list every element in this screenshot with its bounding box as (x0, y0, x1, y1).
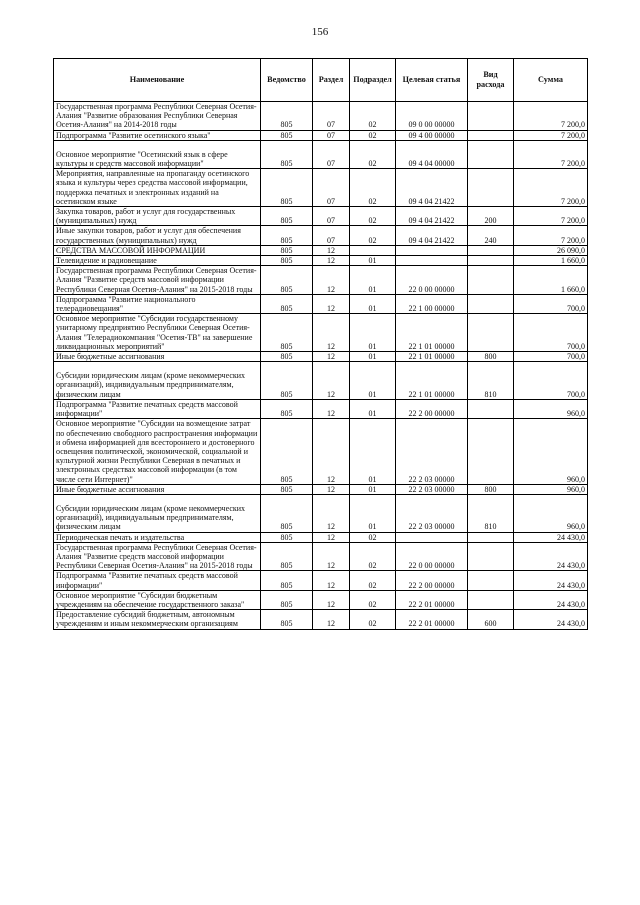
cell-department: 805 (261, 207, 313, 226)
cell-subsection: 01 (350, 266, 396, 295)
cell-name: Основное мероприятие "Осетинский язык в сфере культуры и средств массовой информации" (54, 140, 261, 168)
cell-department: 805 (261, 590, 313, 609)
cell-target-item: 22 2 00 00000 (396, 571, 468, 590)
cell-expense-type (468, 571, 514, 590)
cell-target-item: 22 1 00 00000 (396, 294, 468, 313)
cell-subsection: 02 (350, 590, 396, 609)
cell-name: Периодическая печать и издательства (54, 532, 261, 542)
cell-sum: 700,0 (514, 352, 588, 362)
cell-section: 12 (313, 314, 350, 352)
cell-name: Закупка товаров, работ и услуг для государственных (муниципальных) нужд (54, 207, 261, 226)
cell-subsection: 01 (350, 494, 396, 532)
table-row (54, 314, 588, 352)
table-row (54, 610, 588, 629)
cell-section: 07 (313, 226, 350, 245)
cell-sum: 24 430,0 (514, 542, 588, 571)
cell-department: 805 (261, 352, 313, 362)
table-row (54, 590, 588, 609)
cell-section: 12 (313, 542, 350, 571)
cell-target-item: 22 2 00 00000 (396, 399, 468, 418)
cell-sum: 1 660,0 (514, 256, 588, 266)
cell-target-item: 22 2 01 00000 (396, 590, 468, 609)
budget-table (53, 58, 588, 630)
cell-department: 805 (261, 130, 313, 140)
cell-subsection: 02 (350, 571, 396, 590)
cell-subsection: 01 (350, 362, 396, 400)
cell-section: 12 (313, 294, 350, 313)
cell-target-item: 09 0 00 00000 (396, 102, 468, 131)
cell-section: 12 (313, 419, 350, 484)
cell-name: Основное мероприятие "Субсидии на возмещение затрат по обеспечению свободного распространения информации и обмена информацией для всестороннего и достоверного освещения политической, экономической, социальной и культурной жизни Республики Северная в печатных и электронных средствах массовой информации (в том числе сети Интернет)" (54, 419, 261, 484)
cell-section: 12 (313, 532, 350, 542)
cell-subsection: 02 (350, 532, 396, 542)
column-header-target-item: Целевая статья (396, 59, 468, 102)
cell-target-item: 09 4 00 00000 (396, 130, 468, 140)
cell-section: 12 (313, 590, 350, 609)
table-row (54, 226, 588, 245)
table-row (54, 571, 588, 590)
cell-expense-type (468, 102, 514, 131)
cell-department: 805 (261, 102, 313, 131)
cell-sum: 960,0 (514, 484, 588, 494)
cell-name: Подпрограмма "Развитие осетинского языка" (54, 130, 261, 140)
cell-name: Иные бюджетные ассигнования (54, 352, 261, 362)
cell-expense-type (468, 590, 514, 609)
table-row (54, 256, 588, 266)
cell-name: Подпрограмма "Развитие печатных средств массовой информации" (54, 571, 261, 590)
cell-department: 805 (261, 169, 313, 207)
cell-name: Государственная программа Республики Северная Осетия-Алания "Развитие образования Республики Северная Осетия-Алания" на 2014-2018 годы (54, 102, 261, 131)
cell-expense-type (468, 542, 514, 571)
cell-sum: 960,0 (514, 399, 588, 418)
cell-section: 12 (313, 484, 350, 494)
cell-name: Предоставление субсидий бюджетным, автономным учреждениям и иным некоммерческим организациям (54, 610, 261, 629)
cell-expense-type (468, 294, 514, 313)
cell-subsection: 01 (350, 314, 396, 352)
cell-name: Субсидии юридическим лицам (кроме некоммерческих организаций), индивидуальным предпринимателям, физическим лицам (54, 494, 261, 532)
cell-section: 12 (313, 399, 350, 418)
table-row (54, 207, 588, 226)
cell-section: 12 (313, 266, 350, 295)
cell-section: 07 (313, 140, 350, 168)
cell-sum: 7 200,0 (514, 140, 588, 168)
cell-section: 12 (313, 571, 350, 590)
cell-expense-type (468, 256, 514, 266)
cell-subsection: 02 (350, 207, 396, 226)
cell-expense-type: 600 (468, 610, 514, 629)
cell-subsection: 02 (350, 169, 396, 207)
cell-subsection: 01 (350, 352, 396, 362)
cell-subsection: 01 (350, 256, 396, 266)
cell-expense-type (468, 419, 514, 484)
cell-department: 805 (261, 256, 313, 266)
cell-target-item: 22 0 00 00000 (396, 542, 468, 571)
cell-expense-type (468, 266, 514, 295)
cell-department: 805 (261, 226, 313, 245)
cell-sum: 700,0 (514, 314, 588, 352)
table-row (54, 245, 588, 255)
cell-target-item: 22 2 03 00000 (396, 484, 468, 494)
cell-name: Основное мероприятие "Субсидии государственному унитарному предприятию Республики Северная Осетия-Алания "Телерадиокомпания "Осетия-ТВ" на завершение ликвидационных мероприятий" (54, 314, 261, 352)
cell-subsection: 02 (350, 102, 396, 131)
cell-expense-type: 800 (468, 352, 514, 362)
table-row (54, 494, 588, 532)
table-row (54, 140, 588, 168)
table-row (54, 542, 588, 571)
cell-sum: 7 200,0 (514, 169, 588, 207)
cell-sum: 1 660,0 (514, 266, 588, 295)
cell-expense-type: 810 (468, 494, 514, 532)
cell-expense-type (468, 245, 514, 255)
cell-subsection: 01 (350, 484, 396, 494)
cell-subsection: 02 (350, 140, 396, 168)
cell-name: Подпрограмма "Развитие национального телерадиовещания" (54, 294, 261, 313)
column-header-sum: Сумма (514, 59, 588, 102)
table-row (54, 362, 588, 400)
cell-department: 805 (261, 610, 313, 629)
cell-target-item: 22 2 03 00000 (396, 494, 468, 532)
cell-section: 07 (313, 102, 350, 131)
cell-sum: 7 200,0 (514, 226, 588, 245)
cell-section: 12 (313, 610, 350, 629)
table-row (54, 419, 588, 484)
cell-name: Субсидии юридическим лицам (кроме некоммерческих организаций), индивидуальным предпринимателям, физическим лицам (54, 362, 261, 400)
table-row (54, 352, 588, 362)
cell-target-item (396, 532, 468, 542)
cell-name: Государственная программа Республики Северная Осетия-Алания "Развитие средств массовой информации Республики Северная Осетия-Алания" на 2015-2018 годы (54, 542, 261, 571)
cell-target-item (396, 256, 468, 266)
cell-target-item: 09 4 04 21422 (396, 169, 468, 207)
cell-sum: 960,0 (514, 419, 588, 484)
cell-subsection: 01 (350, 399, 396, 418)
cell-target-item (396, 245, 468, 255)
cell-name: Основное мероприятие "Субсидии бюджетным учреждениям на обеспечение государственного заказа" (54, 590, 261, 609)
cell-department: 805 (261, 419, 313, 484)
cell-department: 805 (261, 494, 313, 532)
cell-sum: 700,0 (514, 362, 588, 400)
cell-department: 805 (261, 399, 313, 418)
cell-name: Подпрограмма "Развитие печатных средств массовой информации" (54, 399, 261, 418)
cell-sum: 7 200,0 (514, 207, 588, 226)
page-number: 156 (311, 26, 329, 38)
cell-department: 805 (261, 362, 313, 400)
cell-sum: 960,0 (514, 494, 588, 532)
cell-expense-type (468, 169, 514, 207)
cell-department: 805 (261, 245, 313, 255)
cell-name: Телевидение и радиовещание (54, 256, 261, 266)
cell-department: 805 (261, 532, 313, 542)
table-row (54, 532, 588, 542)
cell-sum: 24 430,0 (514, 610, 588, 629)
cell-expense-type (468, 399, 514, 418)
cell-section: 07 (313, 130, 350, 140)
cell-name: Мероприятия, направленные на пропаганду осетинского языка и культуры через средства массовой информации, поддержка печатных и электронных изданий на осетинском языке (54, 169, 261, 207)
cell-sum: 26 090,0 (514, 245, 588, 255)
column-header-section: Раздел (313, 59, 350, 102)
cell-target-item: 22 0 00 00000 (396, 266, 468, 295)
cell-expense-type: 800 (468, 484, 514, 494)
cell-department: 805 (261, 571, 313, 590)
cell-section: 07 (313, 207, 350, 226)
cell-section: 07 (313, 169, 350, 207)
cell-target-item: 22 1 01 00000 (396, 362, 468, 400)
table-header-row (54, 59, 588, 102)
cell-sum: 7 200,0 (514, 102, 588, 131)
column-header-subsection: Подраздел (350, 59, 396, 102)
table-row (54, 484, 588, 494)
cell-target-item: 09 4 04 00000 (396, 140, 468, 168)
cell-target-item: 22 1 01 00000 (396, 314, 468, 352)
cell-subsection: 02 (350, 610, 396, 629)
cell-name: Государственная программа Республики Северная Осетия-Алания "Развитие средств массовой информации Республики Северная Осетия-Алания" на 2015-2018 годы (54, 266, 261, 295)
cell-target-item: 22 2 01 00000 (396, 610, 468, 629)
cell-subsection: 01 (350, 419, 396, 484)
cell-section: 12 (313, 256, 350, 266)
cell-subsection: 01 (350, 294, 396, 313)
table-row (54, 266, 588, 295)
cell-department: 805 (261, 314, 313, 352)
cell-expense-type (468, 140, 514, 168)
table-row (54, 169, 588, 207)
table-row (54, 102, 588, 131)
cell-department: 805 (261, 484, 313, 494)
cell-sum: 24 430,0 (514, 590, 588, 609)
cell-department: 805 (261, 266, 313, 295)
cell-department: 805 (261, 542, 313, 571)
cell-sum: 700,0 (514, 294, 588, 313)
table-row (54, 399, 588, 418)
cell-expense-type (468, 532, 514, 542)
table-body (54, 102, 588, 630)
cell-subsection: 02 (350, 542, 396, 571)
cell-subsection: 02 (350, 130, 396, 140)
cell-subsection (350, 245, 396, 255)
cell-section: 12 (313, 362, 350, 400)
table-row (54, 130, 588, 140)
cell-sum: 7 200,0 (514, 130, 588, 140)
cell-target-item: 09 4 04 21422 (396, 207, 468, 226)
cell-name: СРЕДСТВА МАССОВОЙ ИНФОРМАЦИИ (54, 245, 261, 255)
column-header-name: Наименование (54, 59, 261, 102)
cell-department: 805 (261, 294, 313, 313)
cell-expense-type: 200 (468, 207, 514, 226)
cell-sum: 24 430,0 (514, 571, 588, 590)
cell-name: Иные закупки товаров, работ и услуг для обеспечения государственных (муниципальных) нужд (54, 226, 261, 245)
cell-subsection: 02 (350, 226, 396, 245)
table-row (54, 294, 588, 313)
cell-section: 12 (313, 494, 350, 532)
cell-section: 12 (313, 352, 350, 362)
cell-name: Иные бюджетные ассигнования (54, 484, 261, 494)
column-header-department: Ведомство (261, 59, 313, 102)
cell-department: 805 (261, 140, 313, 168)
column-header-expense-type: Вид расхода (468, 59, 514, 102)
cell-sum: 24 430,0 (514, 532, 588, 542)
cell-expense-type: 240 (468, 226, 514, 245)
cell-expense-type: 810 (468, 362, 514, 400)
cell-target-item: 22 2 03 00000 (396, 419, 468, 484)
cell-expense-type (468, 314, 514, 352)
cell-expense-type (468, 130, 514, 140)
cell-section: 12 (313, 245, 350, 255)
cell-target-item: 09 4 04 21422 (396, 226, 468, 245)
cell-target-item: 22 1 01 00000 (396, 352, 468, 362)
